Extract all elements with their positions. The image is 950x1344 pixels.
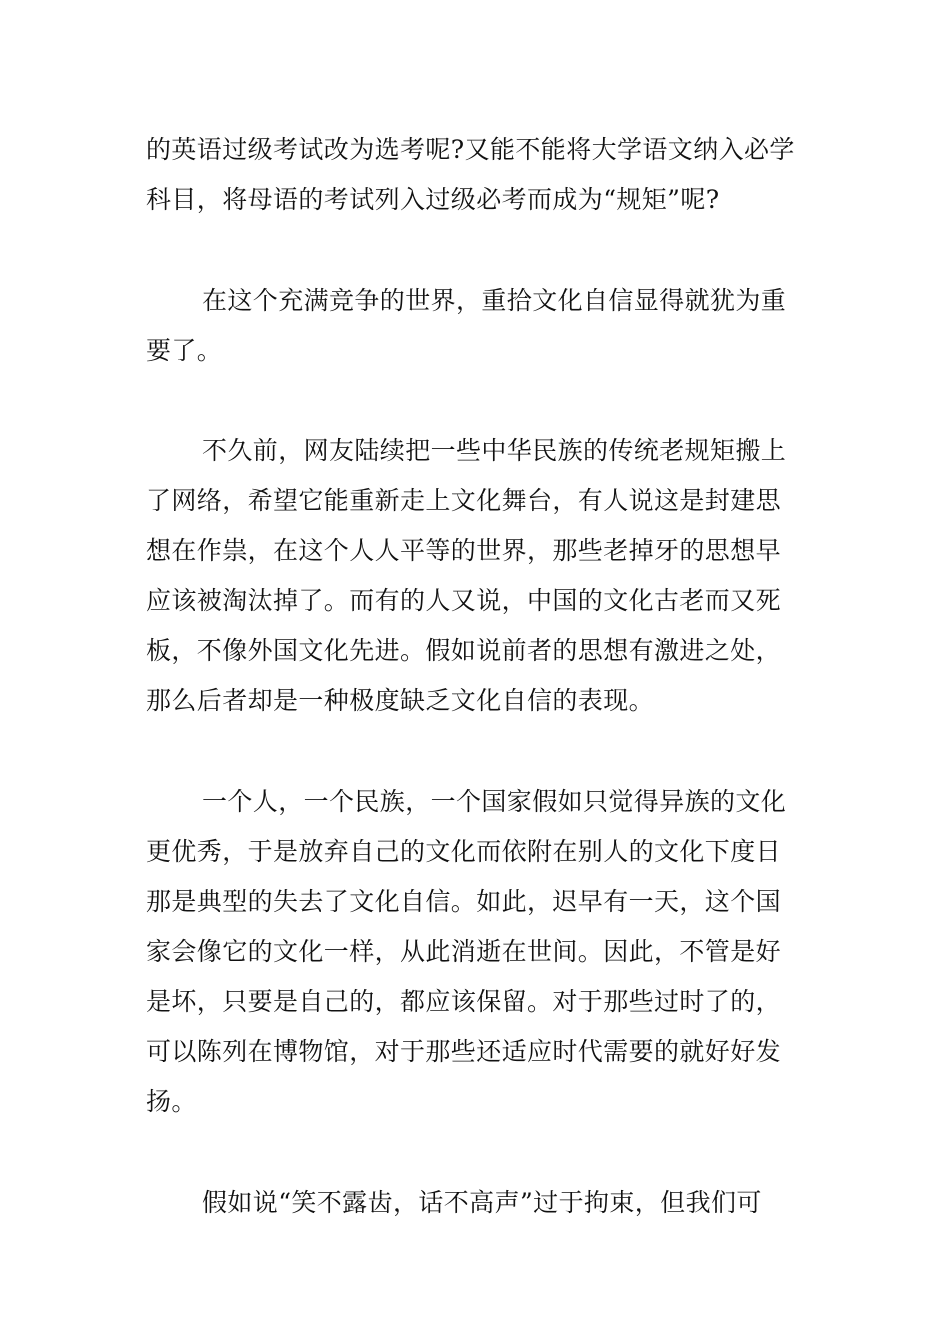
paragraph-4-line-2: 更优秀，于是放弃自己的文化而依附在别人的文化下度日 (146, 837, 782, 866)
paragraph-3-line-2: 了网络，希望它能重新走上文化舞台，有人说这是封建思 (146, 486, 782, 515)
paragraph-1-line-1: 的英语过级考试改为选考呢?又能不能将大学语文纳入必学 (146, 135, 795, 164)
paragraph-3-line-4: 应该被淘汰掉了。而有的人又说，中国的文化古老而又死 (146, 586, 782, 615)
paragraph-5-line-1: 假如说“笑不露齿，话不高声”过于拘束，但我们可 (202, 1188, 762, 1217)
paragraph-4-line-5: 是坏，只要是自己的，都应该保留。对于那些过时了的， (146, 987, 782, 1016)
paragraph-4-line-4: 家会像它的文化一样，从此消逝在世间。因此，不管是好 (146, 937, 782, 966)
paragraph-3-line-6: 那么后者却是一种极度缺乏文化自信的表现。 (146, 686, 655, 715)
paragraph-4-line-7: 扬。 (146, 1087, 197, 1116)
paragraph-1-line-2: 科目，将母语的考试列入过级必考而成为“规矩”呢? (146, 185, 720, 214)
paragraph-3-line-3: 想在作祟，在这个人人平等的世界，那些老掉牙的思想早 (146, 536, 782, 565)
paragraph-4-line-1: 一个人，一个民族，一个国家假如只觉得异族的文化 (202, 787, 787, 816)
paragraph-3-line-1: 不久前，网友陆续把一些中华民族的传统老规矩搬上 (202, 436, 787, 465)
paragraph-4-line-6: 可以陈列在博物馆，对于那些还适应时代需要的就好好发 (146, 1037, 782, 1066)
paragraph-2-line-2: 要了。 (146, 336, 223, 365)
paragraph-3-line-5: 板，不像外国文化先进。假如说前者的思想有激进之处， (146, 636, 782, 665)
paragraph-2-line-1: 在这个充满竞争的世界，重拾文化自信显得就犹为重 (202, 286, 787, 315)
paragraph-4-line-3: 那是典型的失去了文化自信。如此，迟早有一天，这个国 (146, 887, 782, 916)
